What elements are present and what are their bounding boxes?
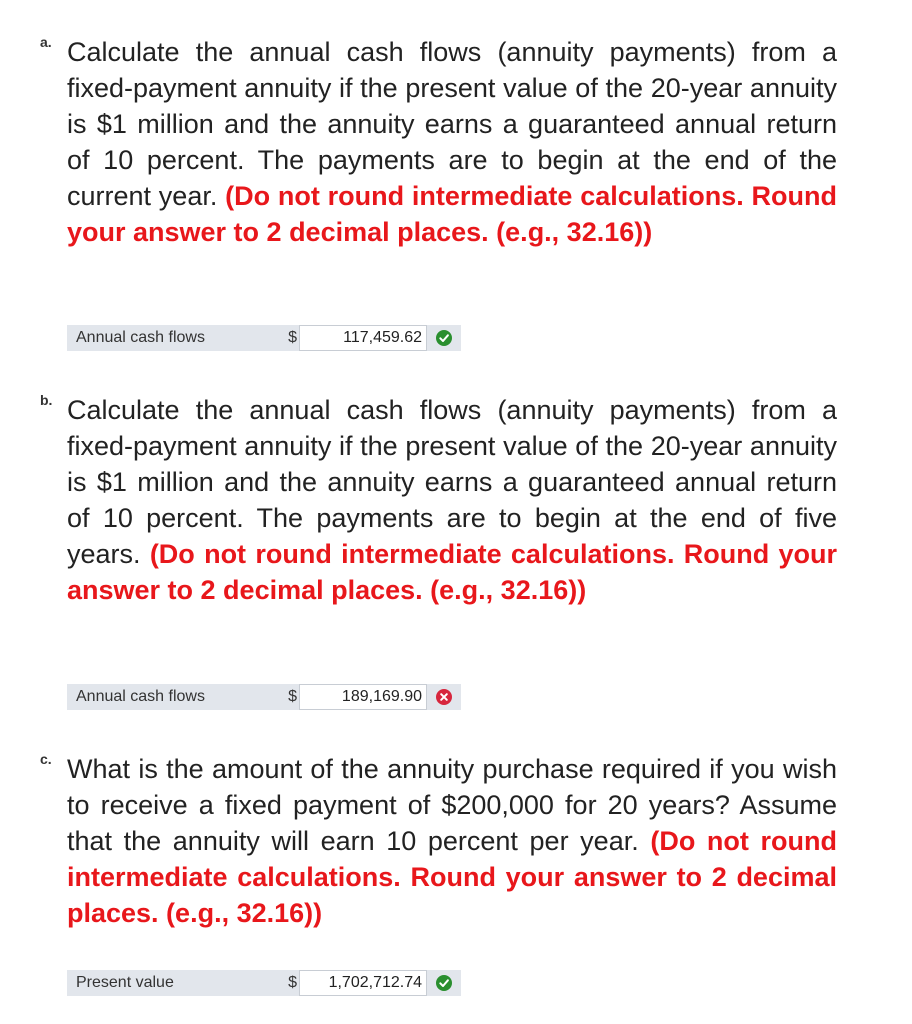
- answer-status: [427, 970, 461, 996]
- answer-row-b: [67, 684, 461, 710]
- question-letter: b.: [40, 392, 53, 408]
- answer-row-a: [67, 325, 461, 351]
- question-text: [67, 34, 837, 250]
- answer-status: [427, 684, 461, 710]
- currency-symbol: $: [281, 684, 299, 710]
- question-text: [67, 751, 837, 931]
- question-b: [40, 392, 840, 646]
- answer-label: Annual cash flows: [67, 325, 293, 351]
- question-c: [40, 751, 840, 935]
- answer-status: [427, 325, 461, 351]
- check-icon: [436, 975, 452, 991]
- answer-label: Present value: [67, 970, 293, 996]
- present-value-input[interactable]: [299, 970, 427, 996]
- check-icon: [436, 330, 452, 346]
- question-body: What is the amount of the annuity purchase required if you wish to receive a fixed payment of $200,000 for 20 years? Assume that the annuity will earn 10 percent per year.: [67, 754, 837, 856]
- question-text: [67, 392, 837, 608]
- annual-cash-flows-input[interactable]: [299, 684, 427, 710]
- rounding-instruction: (Do not round intermediate calculations. Round your answer to 2 decimal places. (e.g., 32.16)): [67, 539, 838, 605]
- rounding-instruction: (Do not round intermediate calculations. Round your answer to 2 decimal places. (e.g., 32.16)): [67, 181, 837, 247]
- answer-row-c: [67, 970, 461, 996]
- question-a: [40, 34, 840, 288]
- currency-symbol: $: [281, 970, 299, 996]
- question-body: Calculate the annual cash flows (annuity payments) from a fixed-payment annuity if the present value of the 20-year annuity is $1 million and the annuity earns a guaranteed annual return of 10 percent. The payments are to begin at the end of five years.: [67, 395, 837, 569]
- question-letter: c.: [40, 751, 52, 767]
- rounding-instruction: (Do not round intermediate calculations. Round your answer to 2 decimal places. (e.g., 32.16)): [67, 826, 837, 928]
- answer-label: Annual cash flows: [67, 684, 293, 710]
- cross-icon: [436, 689, 452, 705]
- question-letter: a.: [40, 34, 52, 50]
- question-body: Calculate the annual cash flows (annuity payments) from a fixed-payment annuity if the present value of the 20-year annuity is $1 million and the annuity earns a guaranteed annual return of 10 percent. The payments are to begin at the end of the current year.: [67, 37, 837, 211]
- currency-symbol: $: [281, 325, 299, 351]
- annual-cash-flows-input[interactable]: [299, 325, 427, 351]
